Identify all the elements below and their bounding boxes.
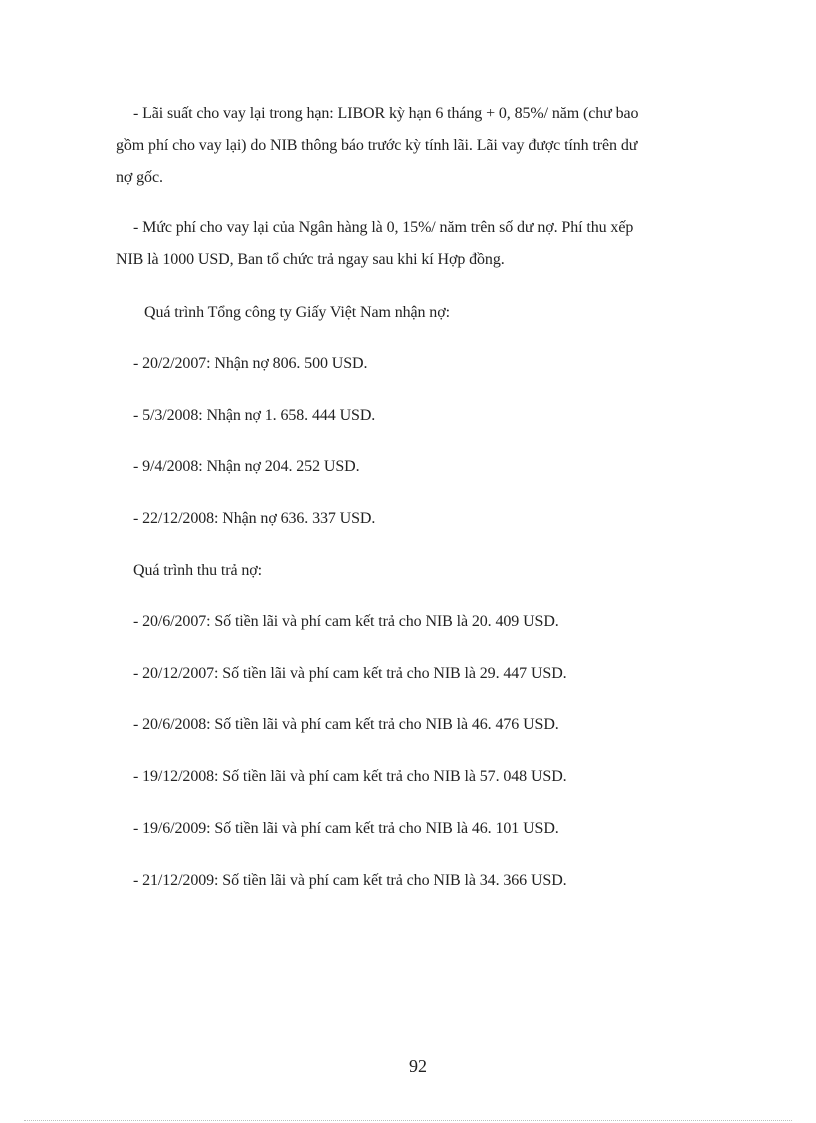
debt-receipt-item: - 5/3/2008: Nhận nợ 1. 658. 444 USD. [133,407,376,424]
repayment-item: - 19/12/2008: Số tiền lãi và phí cam kết trả cho NIB là 57. 048 USD. [133,768,567,785]
paragraph-1-line-2: gồm phí cho vay lại) do NIB thông báo trước kỳ tính lãi. Lãi vay được tính trên dư [116,137,638,154]
paragraph-2-line-1: - Mức phí cho vay lại của Ngân hàng là 0, 15%/ năm trên số dư nợ. Phí thu xếp [133,219,634,236]
paragraph-2-line-2: NIB là 1000 USD, Ban tổ chức trả ngay sau khi kí Hợp đồng. [116,251,505,268]
page-bottom-divider [24,1120,792,1121]
debt-receipt-item: - 9/4/2008: Nhận nợ 204. 252 USD. [133,458,360,475]
repayment-item: - 19/6/2009: Số tiền lãi và phí cam kết trả cho NIB là 46. 101 USD. [133,820,559,837]
debt-receipt-item: - 20/2/2007: Nhận nợ 806. 500 USD. [133,355,368,372]
repayment-item: - 20/6/2007: Số tiền lãi và phí cam kết trả cho NIB là 20. 409 USD. [133,613,559,630]
repayment-item: - 20/12/2007: Số tiền lãi và phí cam kết trả cho NIB là 29. 447 USD. [133,665,567,682]
repayment-item: - 21/12/2009: Số tiền lãi và phí cam kết trả cho NIB là 34. 366 USD. [133,872,567,889]
repayment-item: - 20/6/2008: Số tiền lãi và phí cam kết trả cho NIB là 46. 476 USD. [133,716,559,733]
page-number: 92 [409,1056,427,1076]
paragraph-1-line-1: - Lãi suất cho vay lại trong hạn: LIBOR kỳ hạn 6 tháng + 0, 85%/ năm (chư bao [133,105,639,122]
paragraph-1-line-3: nợ gốc. [116,169,163,186]
debt-receipt-item: - 22/12/2008: Nhận nợ 636. 337 USD. [133,510,376,527]
debt-receipt-heading: Quá trình Tổng công ty Giấy Việt Nam nhận nợ: [144,304,450,321]
repayment-heading: Quá trình thu trả nợ: [133,562,263,579]
